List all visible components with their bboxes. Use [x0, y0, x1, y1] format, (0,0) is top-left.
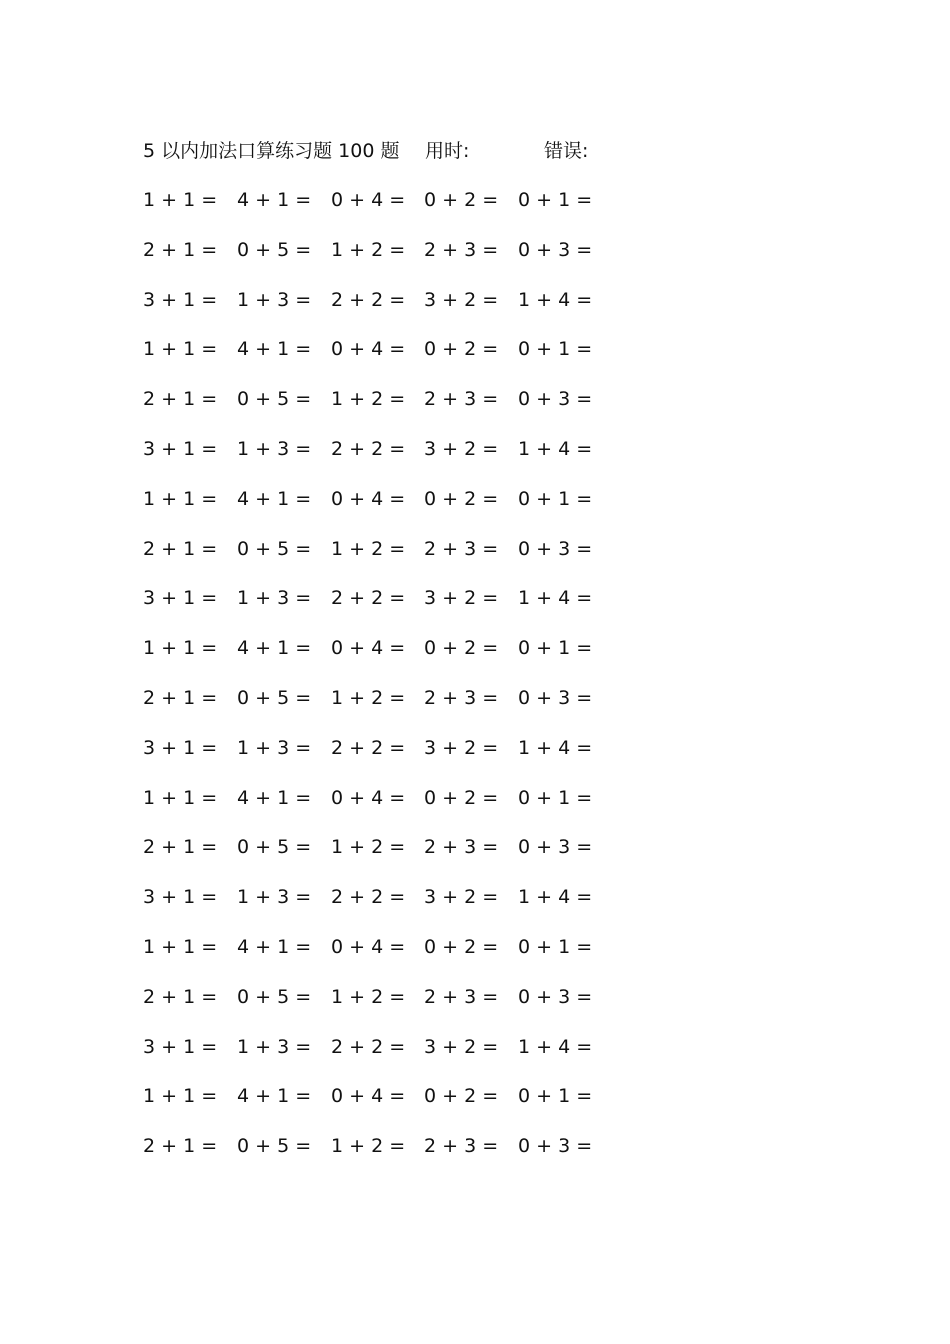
problem-item: 4 + 1 = — [237, 1085, 312, 1108]
problem-item: 2 + 3 = — [424, 686, 499, 709]
problem-item: 1 + 2 = — [331, 388, 406, 411]
problem-item: 3 + 1 = — [143, 736, 218, 759]
problem-item: 0 + 2 = — [424, 1085, 499, 1108]
problem-row — [143, 982, 613, 1032]
problem-item: 1 + 4 = — [518, 886, 593, 909]
problem-item: 0 + 1 = — [518, 786, 593, 809]
problem-item: 4 + 1 = — [237, 935, 312, 958]
problem-row — [143, 334, 613, 384]
problem-item: 1 + 2 = — [331, 1135, 406, 1158]
problem-item: 3 + 1 = — [143, 886, 218, 909]
problem-row — [143, 882, 613, 932]
worksheet-title: 5 以内加法口算练习题 100 题 — [143, 140, 400, 162]
problem-item: 2 + 2 = — [331, 288, 406, 311]
problem-row — [143, 235, 613, 285]
problem-row — [143, 1131, 613, 1181]
problem-row — [143, 384, 613, 434]
problem-item: 2 + 2 = — [331, 736, 406, 759]
problem-item: 0 + 4 = — [331, 338, 406, 361]
problem-item: 3 + 1 = — [143, 288, 218, 311]
problem-item: 0 + 2 = — [424, 935, 499, 958]
problem-item: 0 + 4 = — [331, 786, 406, 809]
problem-item: 2 + 2 = — [331, 1035, 406, 1058]
problem-item: 0 + 1 = — [518, 637, 593, 660]
problem-item: 3 + 2 = — [424, 587, 499, 610]
problem-item: 3 + 2 = — [424, 736, 499, 759]
problem-item: 0 + 1 = — [518, 487, 593, 510]
problem-item: 0 + 4 = — [331, 487, 406, 510]
problem-item: 2 + 3 = — [424, 836, 499, 859]
problem-item: 2 + 1 = — [143, 1135, 218, 1158]
problem-item: 0 + 3 = — [518, 836, 593, 859]
problem-item: 4 + 1 = — [237, 487, 312, 510]
problem-item: 1 + 2 = — [331, 537, 406, 560]
problem-item: 0 + 1 = — [518, 1085, 593, 1108]
problem-item: 3 + 2 = — [424, 886, 499, 909]
time-label: 用时: — [425, 140, 470, 162]
problem-item: 0 + 5 = — [237, 985, 312, 1008]
problem-item: 1 + 1 = — [143, 487, 218, 510]
problem-item: 1 + 4 = — [518, 736, 593, 759]
problem-item: 0 + 2 = — [424, 338, 499, 361]
problem-item: 2 + 3 = — [424, 985, 499, 1008]
problem-item: 0 + 5 = — [237, 836, 312, 859]
problem-item: 2 + 1 = — [143, 985, 218, 1008]
problem-item: 2 + 1 = — [143, 238, 218, 261]
problem-item: 1 + 1 = — [143, 637, 218, 660]
problem-item: 1 + 1 = — [143, 189, 218, 211]
problem-item: 0 + 1 = — [518, 935, 593, 958]
problem-item: 0 + 3 = — [518, 686, 593, 709]
problem-item: 0 + 4 = — [331, 189, 406, 211]
problem-grid — [143, 185, 613, 1181]
problem-item: 0 + 5 = — [237, 238, 312, 261]
problem-row — [143, 683, 613, 733]
problem-item: 1 + 3 = — [237, 1035, 312, 1058]
problem-item: 4 + 1 = — [237, 338, 312, 361]
problem-item: 2 + 3 = — [424, 537, 499, 560]
worksheet-header — [143, 136, 663, 166]
problem-item: 0 + 2 = — [424, 786, 499, 809]
problem-item: 1 + 4 = — [518, 1035, 593, 1058]
problem-item: 3 + 2 = — [424, 1035, 499, 1058]
problem-item: 2 + 1 = — [143, 537, 218, 560]
problem-item: 3 + 2 = — [424, 437, 499, 460]
problem-item: 0 + 4 = — [331, 637, 406, 660]
problem-item: 4 + 1 = — [237, 189, 312, 211]
problem-item: 2 + 3 = — [424, 1135, 499, 1158]
problem-row — [143, 733, 613, 783]
problem-item: 1 + 1 = — [143, 786, 218, 809]
problem-item: 2 + 2 = — [331, 587, 406, 610]
problem-item: 0 + 3 = — [518, 238, 593, 261]
problem-item: 4 + 1 = — [237, 786, 312, 809]
problem-item: 3 + 1 = — [143, 587, 218, 610]
problem-item: 1 + 3 = — [237, 288, 312, 311]
problem-item: 0 + 4 = — [331, 935, 406, 958]
problem-item: 0 + 3 = — [518, 1135, 593, 1158]
problem-item: 0 + 3 = — [518, 537, 593, 560]
problem-item: 1 + 3 = — [237, 587, 312, 610]
problem-item: 1 + 4 = — [518, 437, 593, 460]
problem-item: 0 + 5 = — [237, 388, 312, 411]
problem-row — [143, 285, 613, 335]
problem-row — [143, 1081, 613, 1131]
problem-item: 0 + 5 = — [237, 537, 312, 560]
problem-item: 0 + 1 = — [518, 338, 593, 361]
problem-item: 0 + 2 = — [424, 487, 499, 510]
problem-item: 0 + 4 = — [331, 1085, 406, 1108]
problem-item: 0 + 3 = — [518, 985, 593, 1008]
problem-item: 2 + 1 = — [143, 388, 218, 411]
problem-item: 2 + 1 = — [143, 836, 218, 859]
problem-item: 1 + 4 = — [518, 288, 593, 311]
problem-row — [143, 633, 613, 683]
problem-item: 3 + 2 = — [424, 288, 499, 311]
problem-item: 1 + 4 = — [518, 587, 593, 610]
problem-item: 3 + 1 = — [143, 437, 218, 460]
problem-item: 4 + 1 = — [237, 637, 312, 660]
problem-item: 2 + 2 = — [331, 886, 406, 909]
problem-item: 1 + 2 = — [331, 238, 406, 261]
problem-item: 0 + 2 = — [424, 637, 499, 660]
problem-row — [143, 484, 613, 534]
problem-row — [143, 932, 613, 982]
problem-row — [143, 434, 613, 484]
problem-item: 1 + 2 = — [331, 686, 406, 709]
problem-item: 0 + 5 = — [237, 1135, 312, 1158]
problem-item: 1 + 1 = — [143, 338, 218, 361]
problem-item: 2 + 3 = — [424, 388, 499, 411]
problem-row — [143, 832, 613, 882]
problem-item: 2 + 3 = — [424, 238, 499, 261]
problem-item: 2 + 2 = — [331, 437, 406, 460]
problem-item: 1 + 1 = — [143, 1085, 218, 1108]
problem-item: 0 + 3 = — [518, 388, 593, 411]
problem-item: 0 + 2 = — [424, 189, 499, 211]
problem-item: 0 + 5 = — [237, 686, 312, 709]
problem-row — [143, 783, 613, 833]
problem-item: 1 + 3 = — [237, 437, 312, 460]
problem-item: 0 + 1 = — [518, 189, 593, 211]
problem-row — [143, 534, 613, 584]
problem-row — [143, 583, 613, 633]
error-label: 错误: — [544, 140, 589, 162]
problem-item: 1 + 3 = — [237, 736, 312, 759]
problem-item: 1 + 2 = — [331, 836, 406, 859]
problem-row — [143, 185, 613, 235]
problem-item: 3 + 1 = — [143, 1035, 218, 1058]
problem-item: 1 + 2 = — [331, 985, 406, 1008]
problem-item: 1 + 3 = — [237, 886, 312, 909]
problem-item: 2 + 1 = — [143, 686, 218, 709]
problem-item: 1 + 1 = — [143, 935, 218, 958]
problem-row — [143, 1032, 613, 1082]
